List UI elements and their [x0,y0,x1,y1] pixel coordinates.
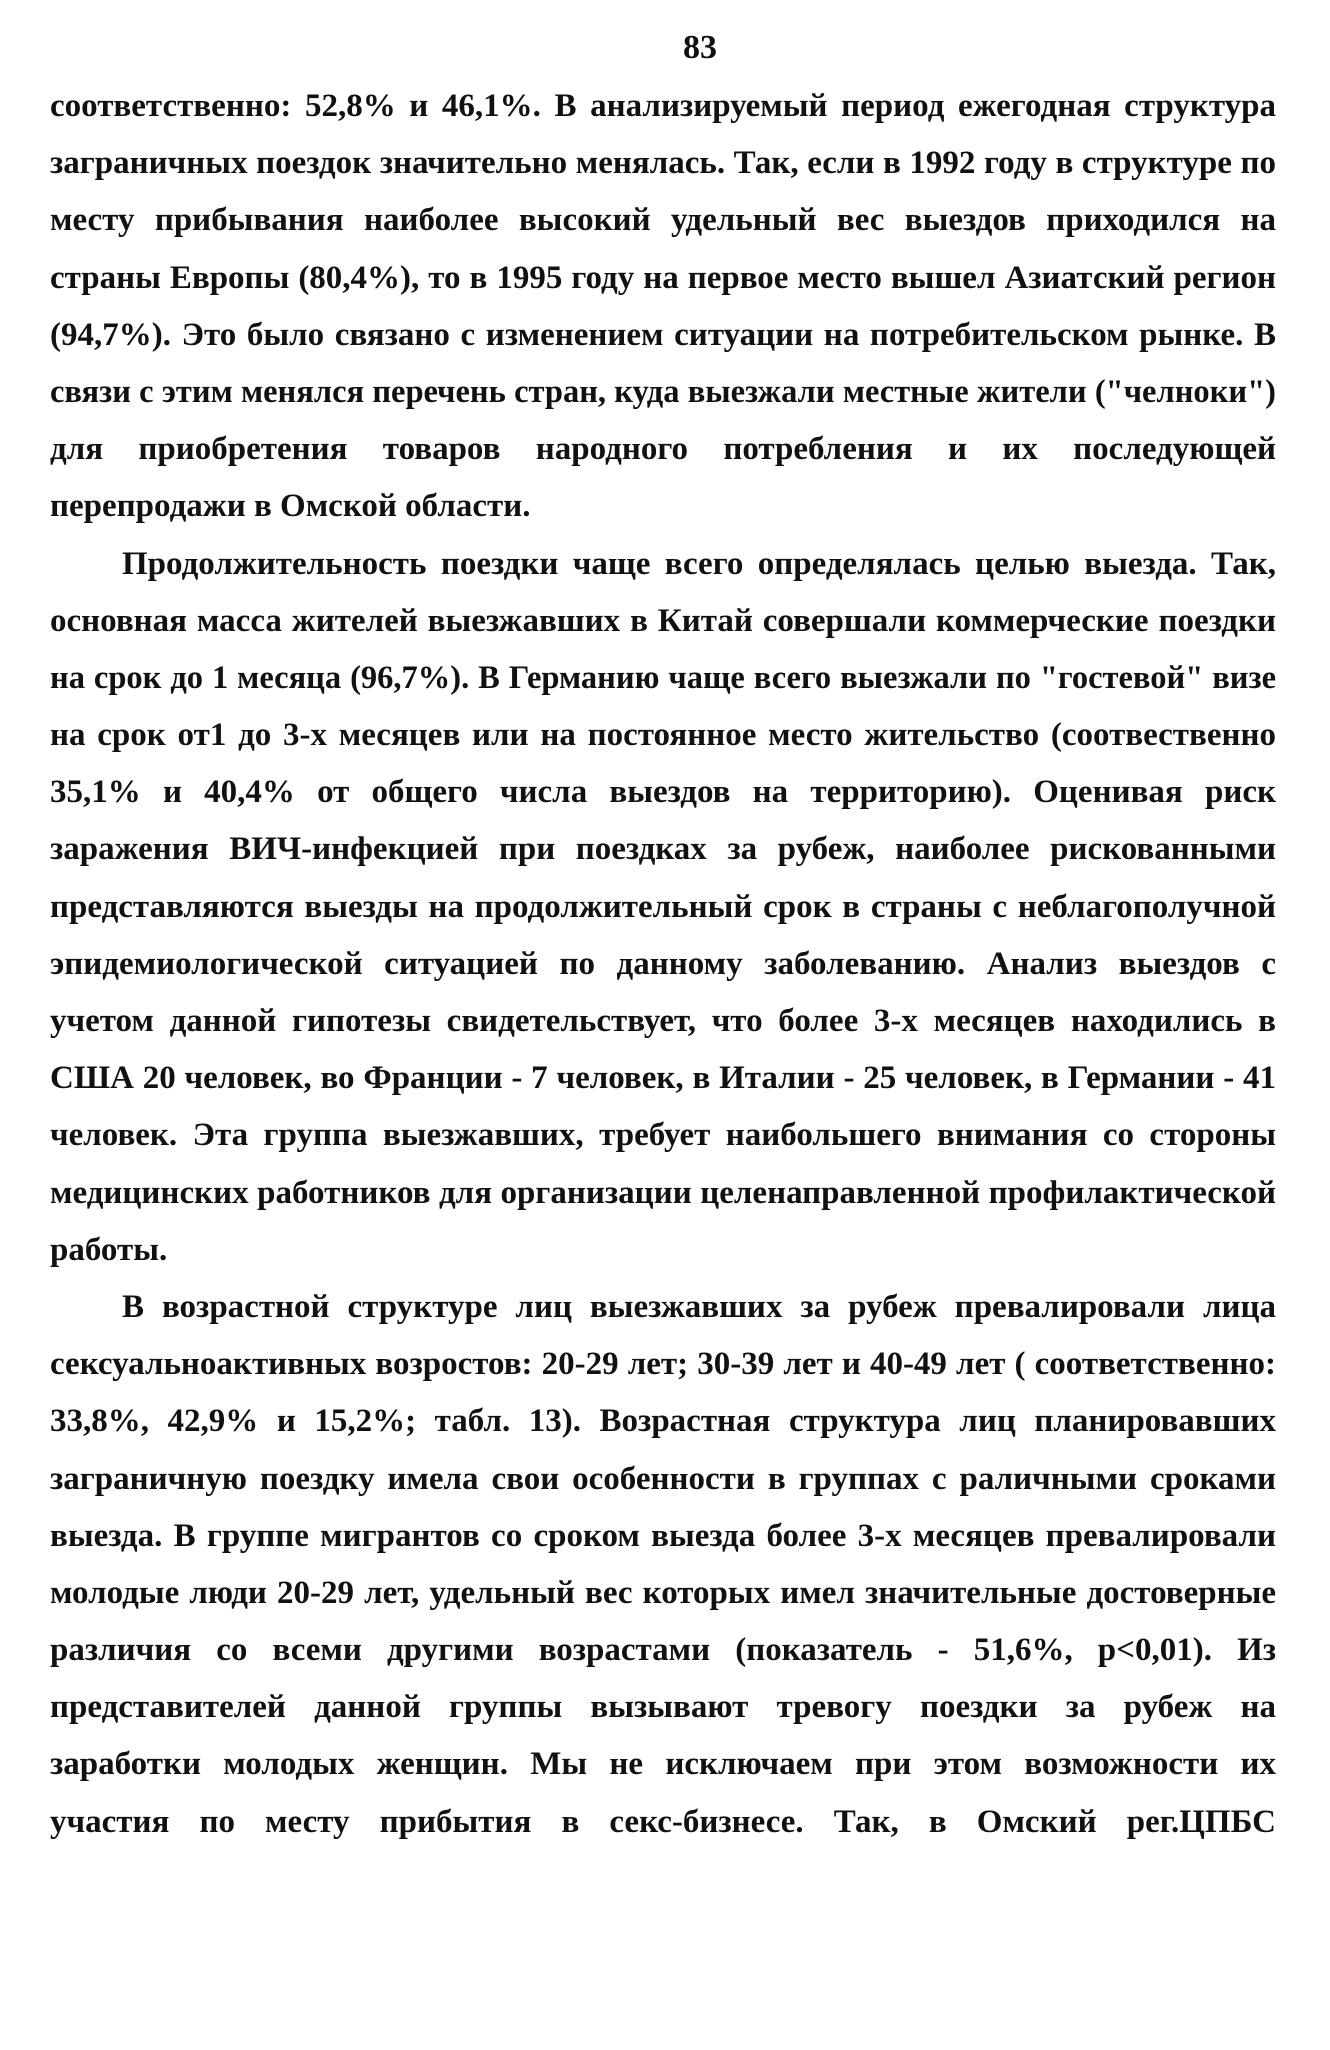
text-line: учетом данной гипотезы свидетельствует, что более 3-х месяцев находились в [50,1003,1276,1039]
text-line: для приобретения товаров народного потребления и их последующей [50,431,1276,468]
text-line: страны Европы (80,4%), то в 1995 году на первое место вышел Азиатский регион [50,259,1276,296]
text-line: США 20 человек, во Франции - 7 человек, в Италии - 25 человек, в Германии - 41 [50,1060,1276,1097]
body-text [50,78,1276,1851]
text-line: эпидемиологической ситуацией по данному заболеванию. Анализ выездов с [50,945,1276,982]
text-line: основная масса жителей выезжавших в Китай совершали коммерческие поездки [50,602,1276,639]
text-line: Продолжительность поездки чаще всего определялась целью выезда. Так, [122,545,1276,582]
text-line: месту прибывания наиболее высокий удельный вес выездов приходился на [50,202,1276,239]
text-line: молодые люди 20-29 лет, удельный вес которых имел значительные достоверные [50,1574,1276,1611]
text-line: сексуальноактивных возростов: 20-29 лет; 30-39 лет и 40-49 лет ( соответственно: [50,1346,1276,1383]
text-line: представителей данной группы вызывают тревогу поездки за рубеж на [50,1689,1276,1726]
text-line: заграничную поездку имела свои особенности в группах с раличными сроками [50,1460,1276,1497]
text-line: на срок до 1 месяца (96,7%). В Германию чаще всего выезжали по "гостевой" визе [50,659,1276,696]
text-line: перепродажи в Омской области. [50,488,531,525]
text-line: участия по месту прибытия в секс-бизнесе. Так, в Омский рег.ЦПБС [50,1803,1276,1840]
text-line: медицинских работников для организации целенаправленной профилактической [50,1174,1276,1211]
text-line: человек. Эта группа выезжавших, требует наибольшего внимания со стороны [50,1117,1276,1154]
text-line: 35,1% и 40,4% от общего числа выездов на территорию). Оценивая риск [50,774,1276,811]
page-number: 83 [683,29,717,66]
text-line: заграничных поездок значительно менялась. Так, если в 1992 году в структуре по [50,145,1276,182]
text-line: выезда. В группе мигрантов со сроком выезда более 3-х месяцев превалировали [50,1517,1276,1554]
text-line: заработки молодых женщин. Мы не исключаем при этом возможности их [50,1746,1276,1783]
text-line: соответственно: 52,8% и 46,1%. В анализируемый период ежегодная структура [50,88,1276,124]
text-line: (94,7%). Это было связано с изменением ситуации на потребительском рынке. В [50,316,1276,353]
text-line: на срок от1 до 3-х месяцев или на постоянное место жительство (соотвественно [50,717,1276,754]
text-line: различия со всеми другими возрастами (показатель - 51,6%, p<0,01). Из [50,1632,1276,1669]
text-line: связи с этим менялся перечень стран, куда выезжали местные жители ("челноки") [50,373,1276,410]
text-line: представляются выезды на продолжительный срок в страны с неблагополучной [50,888,1276,925]
text-line: заражения ВИЧ-инфекцией при поездках за рубеж, наиболее рискованными [50,831,1276,868]
text-line: 33,8%, 42,9% и 15,2%; табл. 13). Возрастная структура лиц планировавших [50,1403,1276,1440]
text-line: работы. [50,1231,168,1268]
text-line: В возрастной структуре лиц выезжавших за рубеж превалировали лица [122,1288,1276,1325]
